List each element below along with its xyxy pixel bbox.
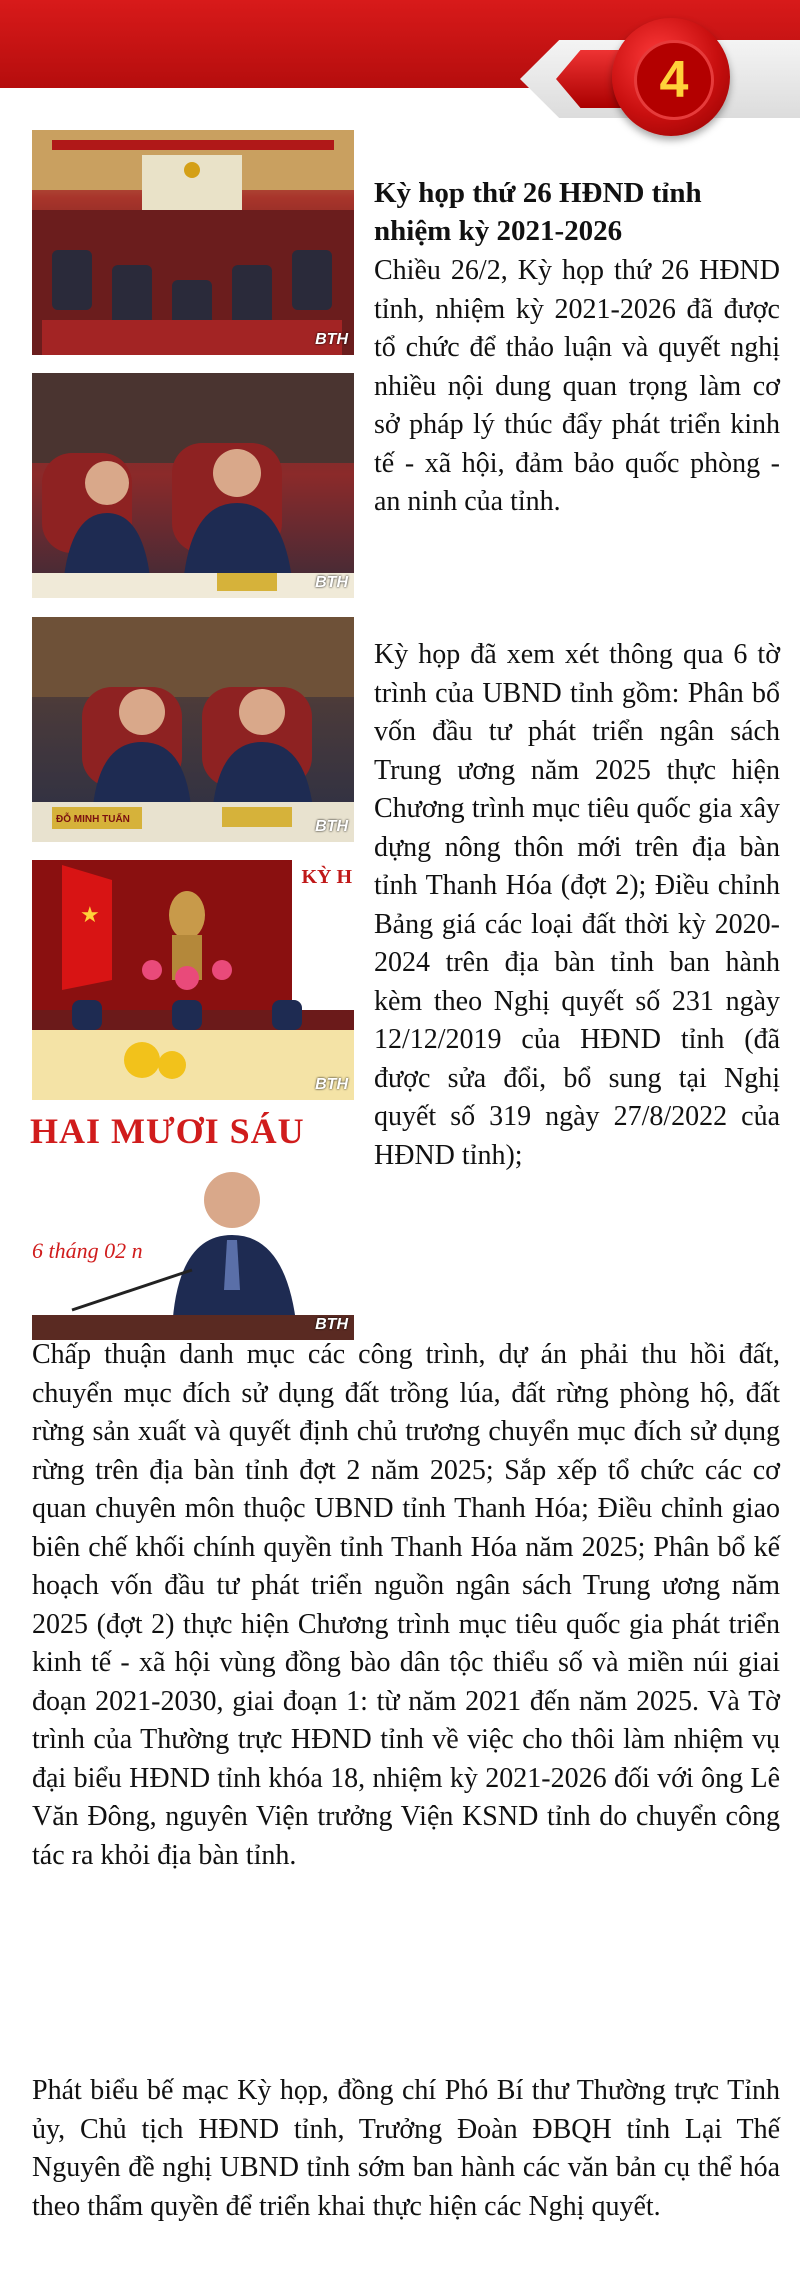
section-number-badge	[612, 18, 730, 136]
photo-presidium	[32, 860, 354, 1100]
article-title: Kỳ họp thứ 26 HĐND tỉnh nhiệm kỳ 2021-2026	[374, 177, 702, 247]
date-fragment: 6 tháng 02 n	[32, 1238, 143, 1263]
photo-watermark: BTH	[315, 1076, 348, 1093]
banner-fragment-ky: KỲ H	[301, 866, 352, 888]
photo-watermark: BTH	[315, 331, 348, 348]
presidium-illustration	[32, 860, 354, 1100]
delegates-illustration	[32, 617, 354, 842]
article-paragraph-2b: Chấp thuận danh mục các công trình, dự án phải thu hồi đất, chuyển mục đích sử dụng đất trồng lúa, đất rừng phòng hộ, đất rừng sản xuất và quyết định chủ trương chuyển mục đích sử dụng rừng trên địa bàn tỉnh đợt 2 năm 2025; Sắp xếp tổ chức các cơ quan chuyên môn thuộc UBND tỉnh Thanh Hóa; Điều chỉnh giao biên chế khối chính quyền tỉnh Thanh Hóa năm 2025; Phân bổ kế hoạch vốn đầu tư phát triển nguồn ngân sách Trung ương năm 2025 (đợt 2) thực hiện Chương trình mục tiêu quốc gia phát triển kinh tế - xã hội vùng đồng bào dân tộc thiểu số và miền núi giai đoạn 2021-2030, giai đoạn 1: từ năm 2021 đến năm 2025. Và Tờ trình của Thường trực HĐND tỉnh về việc cho thôi làm nhiệm vụ đại biểu HĐND tỉnh khóa 18, nhiệm kỳ 2021-2026 đối với ông Lê Văn Đông, nguyên Viện trưởng Viện KSND tỉnh do chuyển công tác ra khỏi địa bàn tỉnh.	[32, 1339, 780, 1871]
hall-illustration	[32, 130, 354, 355]
photo-delegates-2	[32, 617, 354, 842]
svg-text:★: ★	[80, 903, 100, 928]
photo-watermark: BTH	[315, 1316, 348, 1333]
article-paragraph-3: Phát biểu bế mạc Kỳ họp, đồng chí Phó Bí thư Thường trực Tỉnh ủy, Chủ tịch HĐND tỉnh, Trưởng Đoàn ĐBQH tỉnh Lại Thế Nguyên đề nghị UBND tỉnh sớm ban hành các văn bản cụ thể hóa theo thẩm quyền để triển khai thực hiện các Nghị quyết.	[32, 2075, 780, 2222]
nameplate-label: ĐỖ MINH TUẤN	[56, 814, 130, 825]
photo-assembly-hall	[32, 130, 354, 355]
banner-text: HAI MƯƠI SÁU	[30, 1111, 305, 1151]
photo-delegates-1	[32, 373, 354, 598]
photo-watermark: BTH	[315, 574, 348, 591]
article-paragraph-2a: Kỳ họp đã xem xét thông qua 6 tờ trình của UBND tỉnh gồm: Phân bổ vốn đầu tư phát triển ngân sách Trung ương năm 2025 thực hiện Chương trình mục tiêu quốc gia xây dựng nông thôn mới trên địa bàn tỉnh Thanh Hóa (đợt 2); Điều chỉnh Bảng giá các loại đất thời kỳ 2020-2024 trên địa bàn tỉnh ban hành kèm theo Nghị quyết số 231 ngày 12/12/2019 của HĐND tỉnh (đã được sửa đổi, bổ sung tại Nghị quyết số 319 ngày 27/8/2022 của HĐND tỉnh);	[374, 639, 780, 1171]
photo-speaker	[32, 1160, 354, 1340]
photo-watermark: BTH	[315, 818, 348, 835]
section-number: 4	[634, 40, 714, 120]
page-header	[0, 0, 800, 150]
delegates-illustration	[32, 373, 354, 598]
article-paragraph-1: Chiều 26/2, Kỳ họp thứ 26 HĐND tỉnh, nhiệm kỳ 2021-2026 đã được tổ chức để thảo luận và quyết nghị nhiều nội dung quan trọng làm cơ sở pháp lý thúc đẩy phát triển kinh tế - xã hội, đảm bảo quốc phòng - an ninh của tỉnh.	[374, 255, 780, 517]
